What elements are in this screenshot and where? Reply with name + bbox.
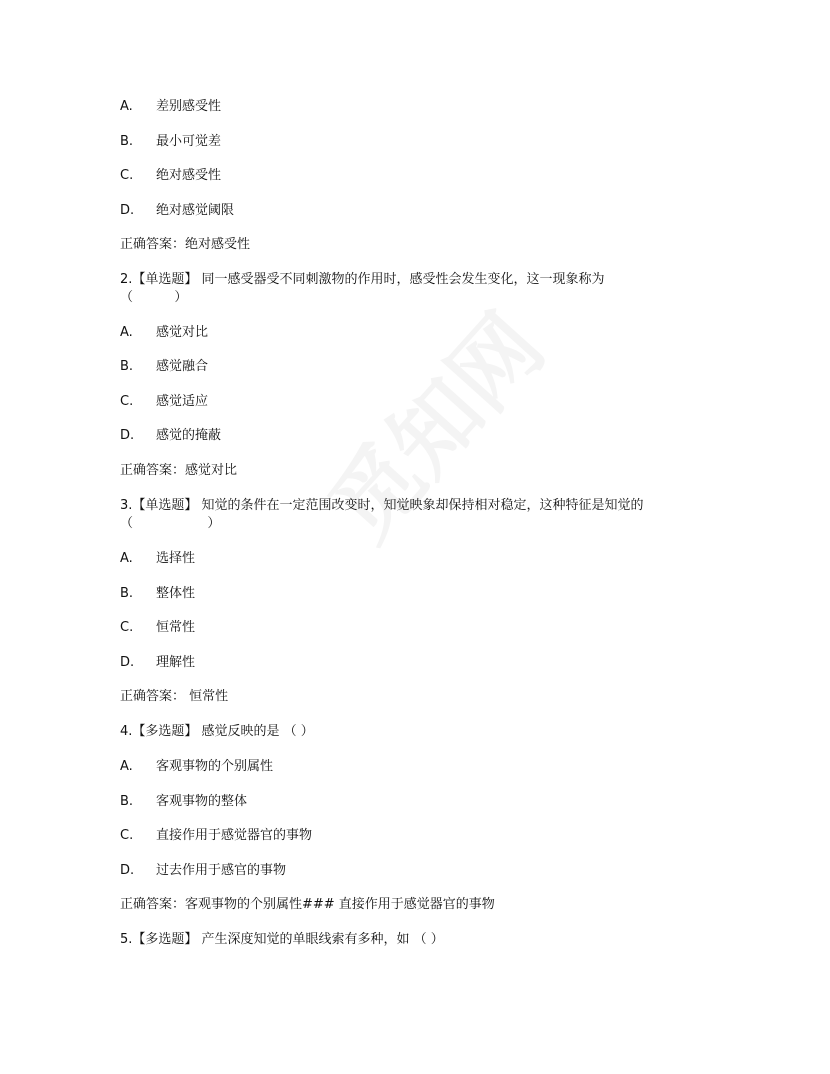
q3-answer: 正确答案： 恒常性: [120, 689, 229, 704]
q4-stem: 4.【多选题】 感觉反映的是 （ ）: [120, 724, 314, 739]
q3-option-d: D. 理解性: [120, 655, 196, 670]
q2-stem: 2.【单选题】 同一感受器受不同刺激物的作用时，感受性会发生变化，这一现象称为: [120, 272, 605, 287]
q3-option-a: A. 选择性: [120, 551, 196, 566]
q2-option-d: D. 感觉的掩蔽: [120, 428, 222, 443]
q1-option-c: C. 绝对感受性: [120, 168, 222, 183]
q4-answer: 正确答案：客观事物的个别属性### 直接作用于感觉器官的事物: [120, 897, 495, 912]
q2-answer: 正确答案：感觉对比: [120, 463, 238, 478]
q4-option-b: B. 客观事物的整体: [120, 794, 248, 809]
q2-paren: （ ）: [120, 290, 188, 305]
q2-option-c: C. 感觉适应: [120, 394, 209, 409]
q3-paren: （ ）: [120, 516, 221, 531]
q3-option-b: B. 整体性: [120, 586, 196, 601]
q2-option-b: B. 感觉融合: [120, 359, 209, 374]
q1-option-d: D. 绝对感觉阈限: [120, 203, 235, 218]
q1-option-a: A. 差别感受性: [120, 99, 222, 114]
q5-stem: 5.【多选题】 产生深度知觉的单眼线索有多种，如 （ ）: [120, 932, 444, 947]
q2-option-a: A. 感觉对比: [120, 325, 209, 340]
q4-option-a: A. 客观事物的个别属性: [120, 759, 274, 774]
q1-option-b: B. 最小可觉差: [120, 134, 222, 149]
watermark: [297, 283, 567, 564]
q4-option-d: D. 过去作用于感官的事物: [120, 863, 287, 878]
q1-answer: 正确答案：绝对感受性: [120, 237, 251, 252]
q3-stem: 3.【单选题】 知觉的条件在一定范围改变时，知觉映象却保持相对稳定，这种特征是知觉的: [120, 498, 644, 513]
q4-option-c: C. 直接作用于感觉器官的事物: [120, 828, 313, 843]
q3-option-c: C. 恒常性: [120, 620, 196, 635]
